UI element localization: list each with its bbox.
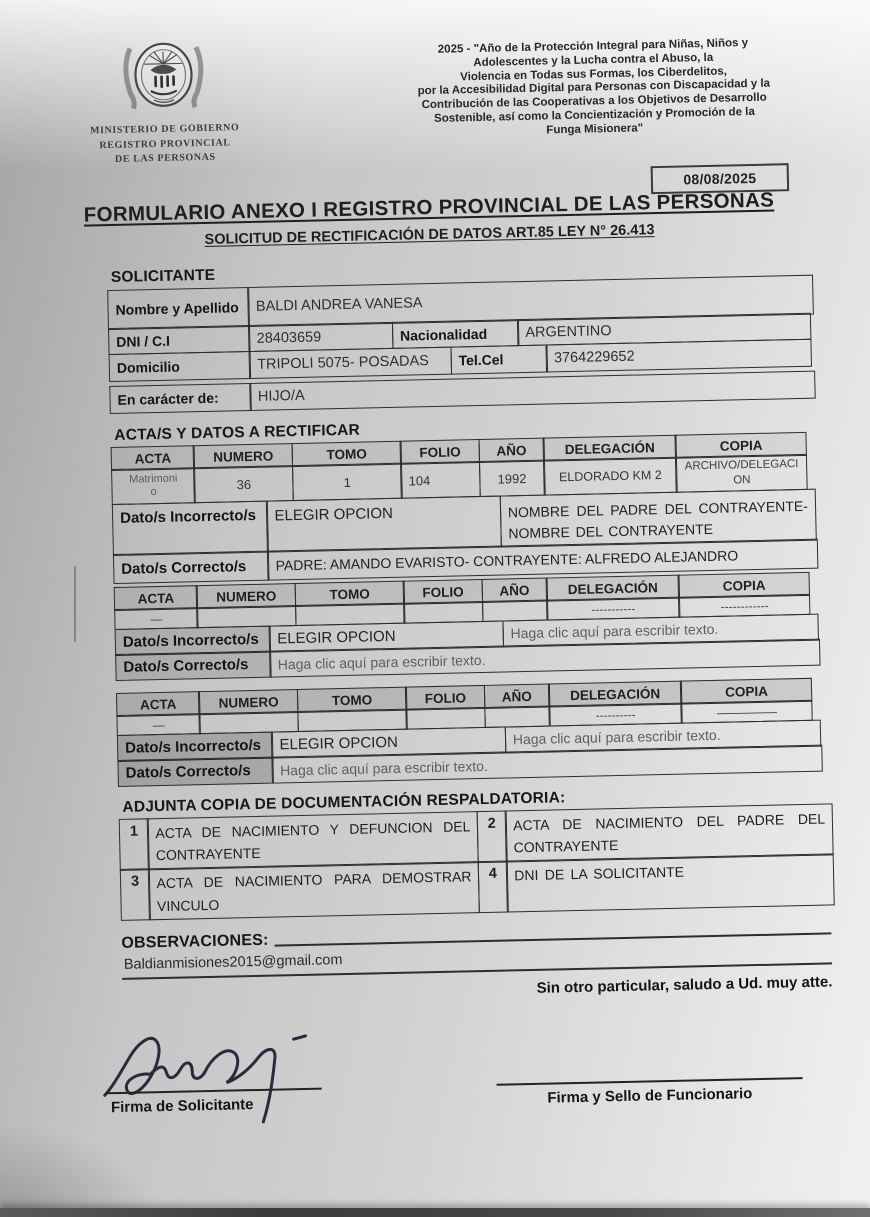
acta-type-value: [111, 468, 196, 506]
motto-line: Contribución de las Cooperativas a los Objetivos de Desarrollo: [421, 91, 767, 112]
nombre-value: BALDI ANDREA VANESA: [248, 275, 815, 327]
col-header-numero: NUMERO: [193, 443, 293, 469]
year-motto: [363, 35, 825, 142]
col-header-folio: FOLIO: [400, 439, 481, 465]
observaciones-value: Baldianmisiones2015@gmail.com: [122, 937, 832, 979]
correct-placeholder: Haga clic aquí para escribir texto.: [269, 639, 820, 678]
acta-type-value: —: [116, 714, 200, 737]
correct-text: PADRE: AMANDO EVARISTO- CONTRAYENTE: ALFREDO ALEJANDRO: [267, 539, 819, 581]
provincial-crest-icon: [117, 35, 211, 119]
form-subtitle: SOLICITUD DE RECTIFICACIÓN DE DATOS ART.85 LEY N° 26.413: [204, 222, 655, 248]
col-header-folio: FOLIO: [405, 685, 486, 711]
caracter-label: En carácter de:: [109, 383, 252, 414]
nacionalidad-label: Nacionalidad: [392, 320, 520, 350]
ministry-name-line-1: MINISTERIO DE GOBIERNO: [89, 122, 240, 137]
caracter-value: HIJO/A: [250, 370, 816, 410]
solicitante-heading: SOLICITANTE: [110, 266, 216, 286]
acta-folio-value: 104: [400, 461, 481, 499]
motto-line: Funga Misionera": [546, 122, 644, 137]
acta-anio-value: 1992: [479, 460, 546, 497]
incorrect-option: ELEGIR OPCION: [271, 726, 507, 758]
solicitante-table: [107, 275, 818, 414]
col-header-anio: AÑO: [481, 578, 548, 603]
observaciones-heading: OBSERVACIONES:: [121, 931, 269, 952]
incorrect-text: NOMBRE DEL PADRE DEL CONTRAYENTE- NOMBRE DEL CONTRAYENTE: [500, 488, 817, 547]
incorrect-label: Dato/s Incorrecto/s: [115, 625, 272, 655]
correct-label: Dato/s Correcto/s: [117, 757, 274, 787]
telefono-label: Tel.Cel: [450, 344, 548, 374]
correct-label: Dato/s Correcto/s: [113, 551, 270, 584]
telefono-value: 3764229652: [546, 339, 813, 373]
closing-salutation: Sin otro particular, saludo a Ud. muy atte.: [536, 973, 833, 997]
item-number: 1: [119, 818, 150, 870]
motto-line: Violencia en Todas sus Formas, los Ciberdelitos,: [460, 65, 728, 83]
col-header-anio: AÑO: [478, 438, 545, 463]
col-header-folio: FOLIO: [403, 579, 484, 605]
col-header-delegacion: DELEGACIÓN: [543, 435, 677, 462]
item-text: DNI DE LA SOLICITANTE: [506, 854, 835, 913]
col-header-acta: ACTA: [116, 691, 201, 717]
col-header-numero: NUMERO: [198, 689, 298, 715]
item-text: ACTA DE NACIMIENTO DEL PADRE DEL CONTRAYENTE: [505, 803, 834, 862]
motto-line: 2025 - "Año de la Protección Integral para Niñas, Niños y: [437, 37, 749, 56]
item-text: ACTA DE NACIMIENTO PARA DEMOSTRAR VINCULO: [148, 861, 480, 920]
acta-tomo-value: 1: [292, 463, 403, 501]
motto-line: Adolescentes y la Lucha contra el Abuso, la: [473, 51, 714, 69]
item-number: 3: [120, 868, 151, 920]
incorrect-option: ELEGIR OPCION: [269, 620, 505, 652]
acta-numero-value: 36: [193, 465, 294, 503]
domicilio-value: TRIPOLI 5075- POSADAS: [249, 346, 453, 378]
ministry-logo: [74, 34, 255, 168]
col-header-acta: ACTA: [111, 445, 196, 471]
acta-table-3: [116, 678, 826, 788]
acta-copia-value: ------------: [678, 594, 810, 618]
col-header-acta: ACTA: [114, 585, 199, 611]
motto-line: Sostenible, así como la Concientización y Promoción de la: [433, 105, 755, 125]
domicilio-label: Domicilio: [109, 351, 252, 382]
col-header-tomo: TOMO: [291, 441, 401, 467]
motto-line: por la Accesibilidad Digital para Personas con Discapacidad y la: [417, 77, 771, 98]
ministry-name-line-3: DE LAS PERSONAS: [114, 151, 216, 165]
scan-edge-strip: [0, 1208, 870, 1217]
dni-label: DNI / C.I: [108, 325, 251, 355]
form-title: FORMULARIO ANEXO I REGISTRO PROVINCIAL DE LAS PERSONAS: [83, 188, 775, 227]
col-header-copia: COPIA: [678, 572, 810, 599]
acta-copia-text: ARCHIVO/DELEGACION: [684, 458, 799, 487]
item-number: 2: [476, 810, 507, 862]
acta-type-text: Matrimonio: [129, 472, 178, 499]
item-number: 4: [478, 861, 509, 913]
nombre-label: Nombre y Apellido: [107, 287, 250, 330]
col-header-tomo: TOMO: [297, 687, 407, 713]
acta-delegacion-value: ELDORADO KM 2: [543, 457, 678, 496]
acta-copia-value: [675, 454, 808, 493]
col-header-copia: COPIA: [675, 432, 807, 459]
incorrect-label: Dato/s Incorrecto/s: [112, 500, 269, 555]
actas-heading: ACTA/S Y DATOS A RECTIFICAR: [114, 421, 361, 444]
adjunta-heading: ADJUNTA COPIA DE DOCUMENTACIÓN RESPALDATORIA:: [122, 789, 566, 816]
incorrect-label: Dato/s Incorrecto/s: [117, 731, 274, 761]
incorrect-option: ELEGIR OPCION: [266, 495, 502, 552]
observaciones-section: [121, 919, 832, 979]
item-text: ACTA DE NACIMIENTO Y DEFUNCION DEL CONTRAYENTE: [147, 811, 479, 870]
col-header-delegacion: DELEGACIÓN: [548, 681, 682, 708]
scan-fold-artifact: [74, 566, 76, 642]
col-header-delegacion: DELEGACIÓN: [546, 575, 680, 602]
nacionalidad-value: ARGENTINO: [517, 313, 812, 346]
acta-copia-value: —————: [681, 700, 813, 724]
acta-table-2: [114, 572, 824, 682]
col-header-copia: COPIA: [680, 678, 812, 705]
dni-value: 28403659: [248, 322, 394, 352]
incorrect-placeholder: Haga clic aquí para escribir texto.: [505, 719, 822, 753]
incorrect-placeholder: Haga clic aquí para escribir texto.: [502, 613, 819, 647]
acta-type-value: —: [114, 608, 198, 631]
ministry-name-line-2: REGISTRO PROVINCIAL: [99, 136, 231, 151]
acta-table-1: [111, 432, 822, 585]
acta-delegacion-value: ----------: [548, 703, 682, 727]
col-header-numero: NUMERO: [196, 583, 296, 609]
correct-label: Dato/s Correcto/s: [115, 651, 272, 681]
correct-placeholder: Haga clic aquí para escribir texto.: [272, 745, 823, 784]
applicant-signature-label: Firma de Solicitante: [110, 1096, 254, 1117]
official-signature-label: Firma y Sello de Funcionario: [547, 1085, 753, 1107]
date-box: 08/08/2025: [651, 163, 790, 194]
adjunta-table: [119, 803, 838, 921]
acta-delegacion-value: -----------: [546, 597, 680, 621]
col-header-tomo: TOMO: [294, 581, 404, 607]
col-header-anio: AÑO: [483, 684, 550, 709]
